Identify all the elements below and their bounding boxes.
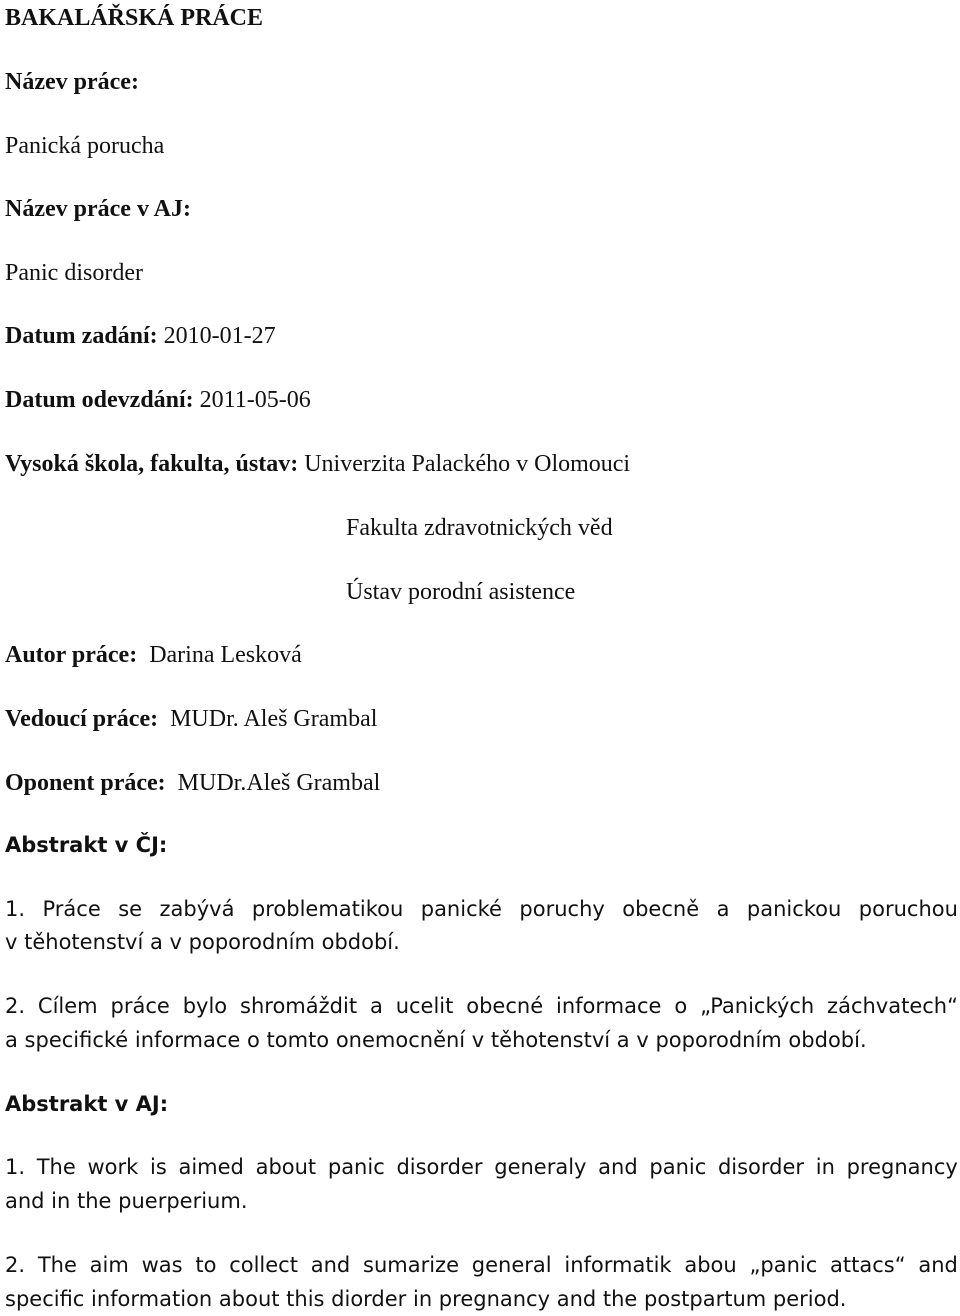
word: pregnancy <box>846 1155 958 1179</box>
date-submitted-value: 2011-05-06 <box>199 387 311 413</box>
date-assigned-value: 2010-01-27 <box>163 323 276 349</box>
author-label: Autor práce: <box>5 642 138 668</box>
word: Práce <box>42 897 101 921</box>
date-assigned-row <box>5 324 276 348</box>
institution-university: Univerzita Palackého v Olomouci <box>304 451 631 477</box>
word: The <box>36 1155 76 1179</box>
word: attacs“ <box>830 1253 906 1277</box>
word: Cílem <box>37 994 98 1018</box>
title-label: Název práce: <box>5 69 139 95</box>
word: shromáždit <box>240 994 358 1018</box>
word: in <box>815 1155 835 1179</box>
supervisor-row <box>5 707 377 731</box>
word: záchvatech“ <box>827 994 958 1018</box>
opponent-label: Oponent práce: <box>5 770 166 796</box>
abstract-cz-p1-line1 <box>5 899 958 920</box>
word: general <box>471 1253 552 1277</box>
date-submitted-row <box>5 388 311 412</box>
word: aimed <box>178 1155 244 1179</box>
word: 2. <box>5 994 26 1018</box>
word: bylo <box>182 994 228 1018</box>
word: panic <box>649 1155 707 1179</box>
author-value: Darina Lesková <box>149 642 302 668</box>
word: and <box>598 1155 638 1179</box>
title-en-value: Panic disorder <box>5 260 143 286</box>
document-type-heading: BAKALÁŘSKÁ PRÁCE <box>5 5 264 31</box>
word: disorder <box>717 1155 805 1179</box>
word: „panic <box>749 1253 818 1277</box>
word: 1. <box>5 1155 26 1179</box>
title-en-label: Název práce v AJ: <box>5 196 191 222</box>
abstract-cz-p2-line1 <box>5 996 958 1017</box>
opponent-row <box>5 771 380 795</box>
word: problematikou <box>251 897 404 921</box>
word: a <box>369 994 383 1018</box>
word: 1. <box>5 897 26 921</box>
word: work <box>87 1155 139 1179</box>
abstract-en-p2-line1 <box>5 1255 958 1276</box>
word: obecné <box>466 994 544 1018</box>
word: is <box>150 1155 167 1179</box>
abstract-cz-label: Abstrakt v ČJ: <box>5 833 168 857</box>
abstract-en-p1-line2: and in the puerperium. <box>5 1189 248 1213</box>
word: panické <box>420 897 502 921</box>
word: sumarize <box>363 1253 460 1277</box>
word: poruchy <box>519 897 605 921</box>
word: „Panických <box>700 994 815 1018</box>
date-submitted-label: Datum odevzdání: <box>5 387 194 413</box>
word: and <box>918 1253 958 1277</box>
word: poruchou <box>858 897 958 921</box>
word: a <box>716 897 730 921</box>
word: obecně <box>622 897 700 921</box>
institution-row <box>5 452 630 476</box>
supervisor-label: Vedoucí práce: <box>5 706 159 732</box>
word: abou <box>684 1253 737 1277</box>
word: was <box>141 1253 183 1277</box>
word: aim <box>89 1253 129 1277</box>
abstract-en-p2-line2: specific information about this diorder in pregnancy and the postpartum period. <box>5 1287 847 1311</box>
supervisor-value: MUDr. Aleš Grambal <box>170 706 378 732</box>
institution-label: Vysoká škola, fakulta, ústav: <box>5 451 299 477</box>
word: zabývá <box>159 897 235 921</box>
word: ucelit <box>395 994 454 1018</box>
word: about <box>255 1155 317 1179</box>
title-value: Panická porucha <box>5 133 165 159</box>
abstract-cz-p1-line2: v těhotenství a v poporodním období. <box>5 930 400 954</box>
word: disorder <box>396 1155 483 1179</box>
institution-department: Ústav porodní asistence <box>346 579 576 605</box>
word: The <box>37 1253 77 1277</box>
abstract-en-p1-line1 <box>5 1157 958 1178</box>
word: informace <box>556 994 662 1018</box>
author-row <box>5 643 302 667</box>
word: o <box>674 994 688 1018</box>
word: se <box>118 897 143 921</box>
abstract-cz-p2-line2: a specifické informace o tomto onemocnění v těhotenství a v poporodním období. <box>5 1028 867 1052</box>
abstract-en-label: Abstrakt v AJ: <box>5 1092 169 1116</box>
word: informatik <box>564 1253 672 1277</box>
word: panickou <box>746 897 842 921</box>
word: to <box>195 1253 217 1277</box>
institution-faculty: Fakulta zdravotnických věd <box>346 515 613 541</box>
word: collect <box>229 1253 298 1277</box>
opponent-value: MUDr.Aleš Grambal <box>177 770 381 796</box>
word: panic <box>327 1155 385 1179</box>
date-assigned-label: Datum zadání: <box>5 323 158 349</box>
word: and <box>310 1253 351 1277</box>
word: generaly <box>494 1155 587 1179</box>
word: práce <box>110 994 170 1018</box>
word: 2. <box>5 1253 26 1277</box>
